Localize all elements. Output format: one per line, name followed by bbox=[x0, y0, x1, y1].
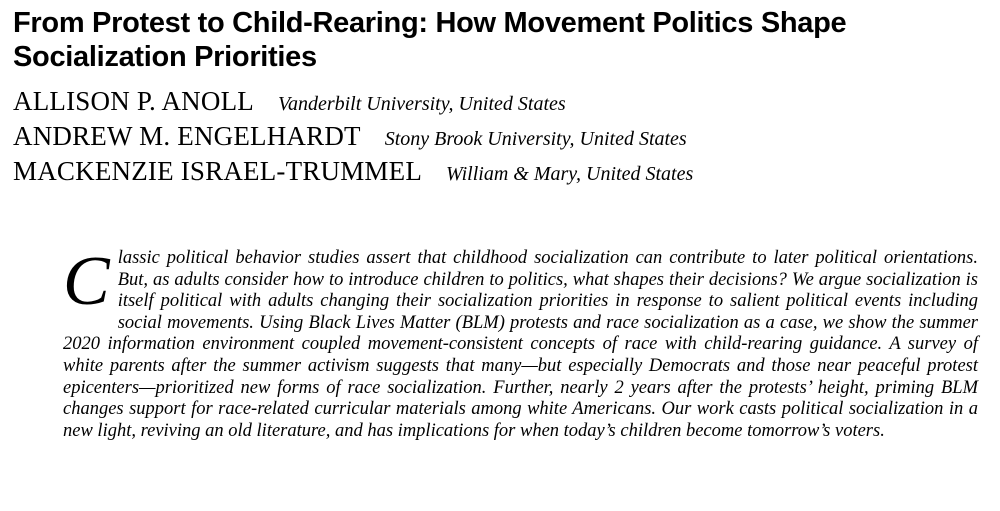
author-affiliation: William & Mary, United States bbox=[446, 163, 694, 185]
abstract bbox=[63, 243, 978, 442]
author-affiliation: Vanderbilt University, United States bbox=[277, 93, 566, 115]
author-entry bbox=[13, 154, 693, 189]
author-entry bbox=[13, 119, 693, 154]
abstract-text: lassic political behavior studies assert that childhood socialization can contribute to later political orientations. But, as adults consider how to introduce children to politics, what shapes their decisions? We argue socialization is itself political with adults changing their socialization priorities in response to salient political events including social movements. Using Black Lives Matter (BLM) protests and race socialization as a case, we show the summer 2020 information environment coupled movement-consistent concepts of race with child-rearing guidance. A survey of white parents after the summer activism suggests that many—but especially Democrats and those near peaceful protest epicenters—prioritized new forms of race socialization. Further, nearly 2 years after the protests’ height, priming BLM changes support for race-related curricular materials among white Americans. Our work casts political socialization in a new light, reviving an old literature, and has implications for when today’s children become tomorrow’s voters. bbox=[63, 248, 978, 441]
author-entry bbox=[13, 84, 693, 119]
author-list bbox=[13, 84, 693, 189]
author-name: MACKENZIE ISRAEL-TRUMMEL bbox=[13, 156, 423, 186]
abstract-dropcap: C bbox=[63, 243, 110, 320]
author-name: ANDREW M. ENGELHARDT bbox=[13, 121, 361, 151]
article-title: From Protest to Child-Rearing: How Movement Politics Shape Socialization Priorities bbox=[13, 7, 847, 73]
author-affiliation: Stony Brook University, United States bbox=[384, 128, 687, 150]
author-name: ALLISON P. ANOLL bbox=[13, 86, 254, 116]
